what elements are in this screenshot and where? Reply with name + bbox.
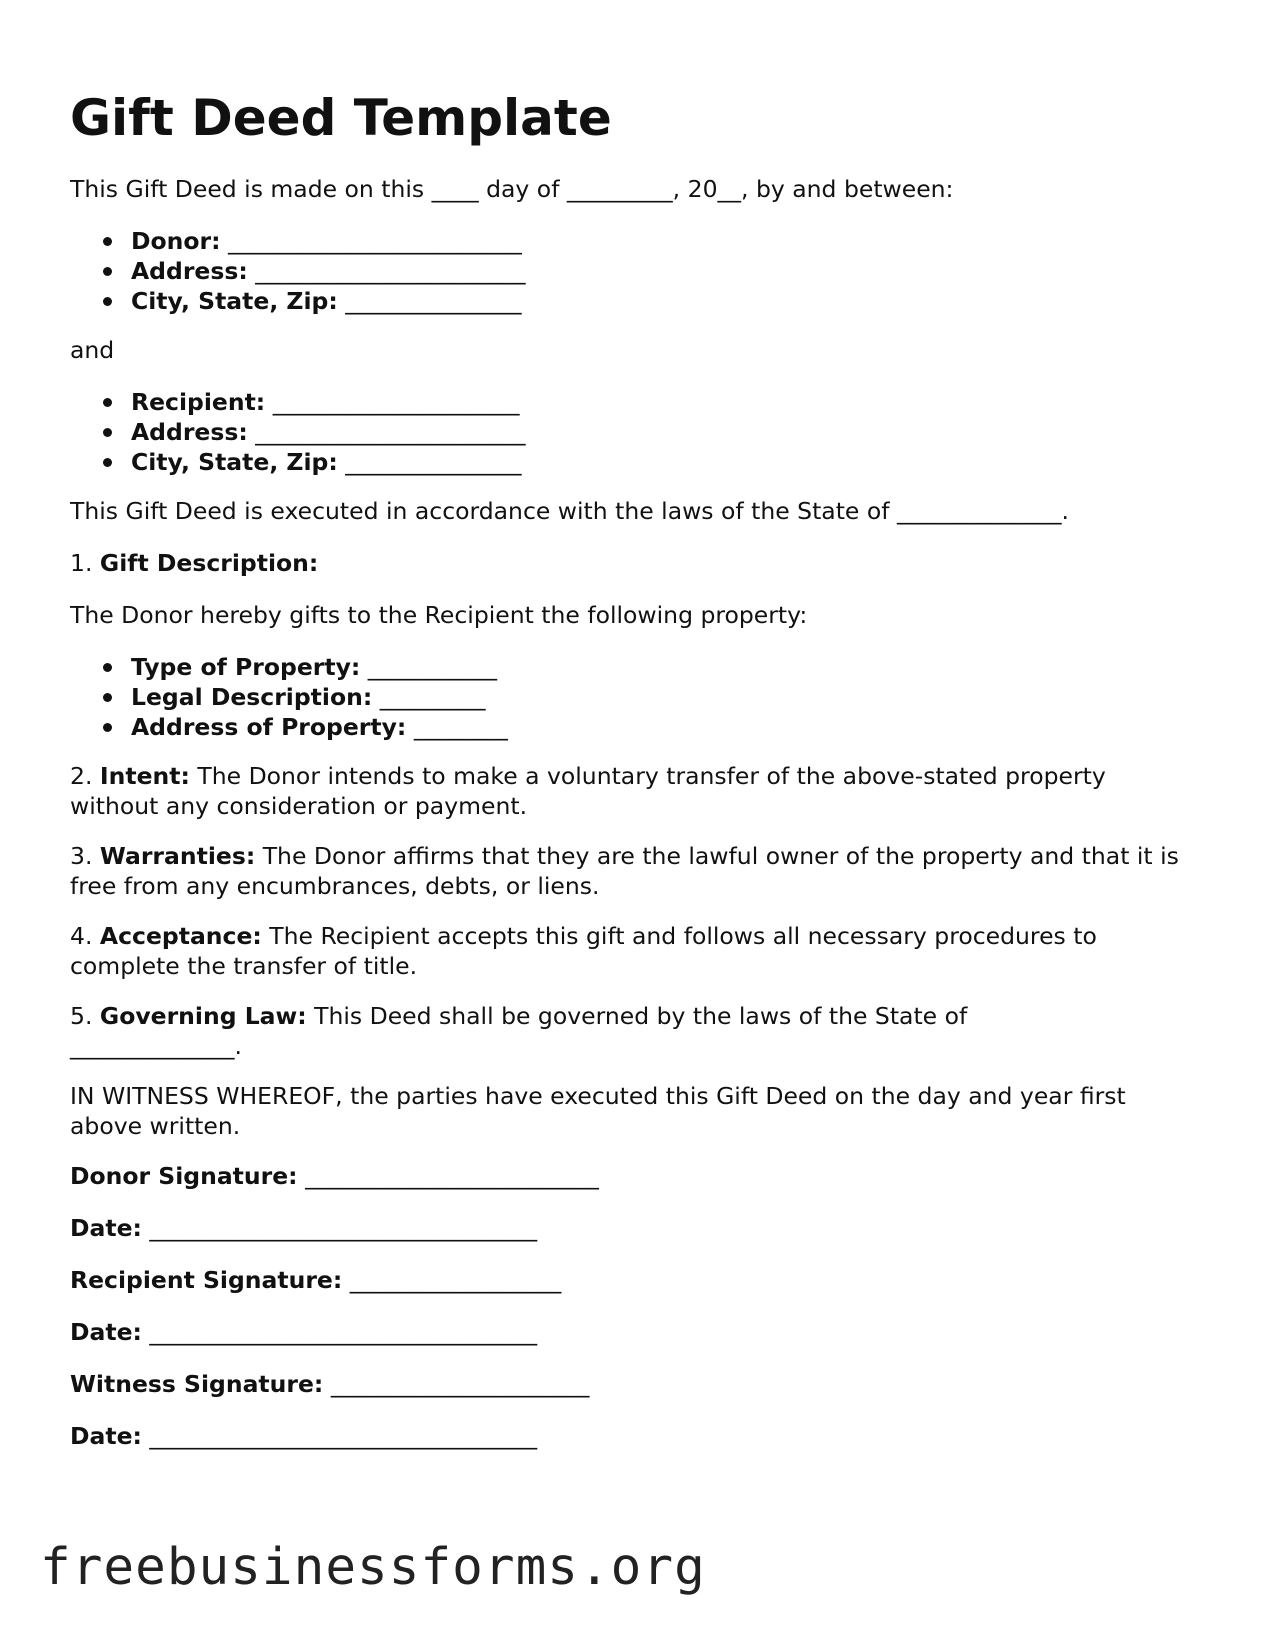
recipient-date-line: Date: _________________________________ <box>70 1318 538 1346</box>
witness-text: IN WITNESS WHEREOF, the parties have executed this Gift Deed on the day and year first above written. <box>70 1082 1126 1140</box>
witness-date-line: Date: _________________________________ <box>70 1422 538 1450</box>
donor-field: Donor: _________________________ <box>70 226 1200 256</box>
donor-city-field: City, State, Zip: _______________ <box>70 286 1200 316</box>
donor-signature-blank[interactable]: _________________________ <box>305 1162 599 1190</box>
recipient-signature-blank[interactable]: __________________ <box>349 1266 562 1294</box>
property-address-blank[interactable]: ________ <box>413 713 508 741</box>
donor-signature-line: Donor Signature: _________________________ <box>70 1162 599 1190</box>
donor-list <box>70 226 1200 316</box>
recipient-field: Recipient: _____________________ <box>70 387 1200 417</box>
donor-address-blank[interactable]: _______________________ <box>255 257 526 285</box>
section-2-intent: 2. Intent: The Donor intends to make a voluntary transfer of the above-stated property without any consideration or payment. <box>70 762 1106 820</box>
donor-city-blank[interactable]: _______________ <box>345 287 522 315</box>
section-1-heading: 1. Gift Description: <box>70 549 319 577</box>
donor-date-line: Date: _________________________________ <box>70 1214 538 1242</box>
recipient-date-blank[interactable]: _________________________________ <box>149 1318 538 1346</box>
bullet-icon <box>103 297 112 306</box>
property-type-field: Type of Property: ___________ <box>70 652 1200 682</box>
bullet-icon <box>103 458 112 467</box>
recipient-list <box>70 387 1200 477</box>
bullet-icon <box>103 267 112 276</box>
legal-description-blank[interactable]: _________ <box>379 683 486 711</box>
gift-intro: The Donor hereby gifts to the Recipient the following property: <box>70 601 808 629</box>
donor-blank[interactable]: _________________________ <box>228 227 522 255</box>
witness-signature-blank[interactable]: ______________________ <box>330 1370 590 1398</box>
executed-text: This Gift Deed is executed in accordance with the laws of the State of ______________. <box>70 497 1069 525</box>
witness-signature-line: Witness Signature: ______________________ <box>70 1370 590 1398</box>
donor-date-blank[interactable]: _________________________________ <box>149 1214 538 1242</box>
property-type-blank[interactable]: ___________ <box>367 653 498 681</box>
bullet-icon <box>103 237 112 246</box>
bullet-icon <box>103 398 112 407</box>
property-address-field: Address of Property: ________ <box>70 712 1200 742</box>
site-watermark: freebusinessforms.org <box>40 1538 706 1597</box>
recipient-address-blank[interactable]: _______________________ <box>255 418 526 446</box>
property-list <box>70 652 1200 742</box>
intro-line: This Gift Deed is made on this ____ day of _________, 20__, by and between: <box>70 175 954 203</box>
legal-description-field: Legal Description: _________ <box>70 682 1200 712</box>
recipient-blank[interactable]: _____________________ <box>272 388 520 416</box>
section-3-warranties: 3. Warranties: The Donor affirms that they are the lawful owner of the property and that it is free from any encumbrances, debts, or liens. <box>70 842 1179 900</box>
page-title: Gift Deed Template <box>70 89 612 147</box>
bullet-icon <box>103 723 112 732</box>
recipient-address-field: Address: _______________________ <box>70 417 1200 447</box>
witness-date-blank[interactable]: _________________________________ <box>149 1422 538 1450</box>
recipient-city-field: City, State, Zip: _______________ <box>70 447 1200 477</box>
recipient-city-blank[interactable]: _______________ <box>345 448 522 476</box>
section-5-governing-law: 5. Governing Law: This Deed shall be governed by the laws of the State of ______________. <box>70 1002 968 1060</box>
bullet-icon <box>103 663 112 672</box>
bullet-icon <box>103 693 112 702</box>
and-text: and <box>70 336 115 364</box>
recipient-signature-line: Recipient Signature: __________________ <box>70 1266 562 1294</box>
bullet-icon <box>103 428 112 437</box>
section-4-acceptance: 4. Acceptance: The Recipient accepts this gift and follows all necessary procedures to complete the transfer of title. <box>70 922 1097 980</box>
donor-address-field: Address: _______________________ <box>70 256 1200 286</box>
